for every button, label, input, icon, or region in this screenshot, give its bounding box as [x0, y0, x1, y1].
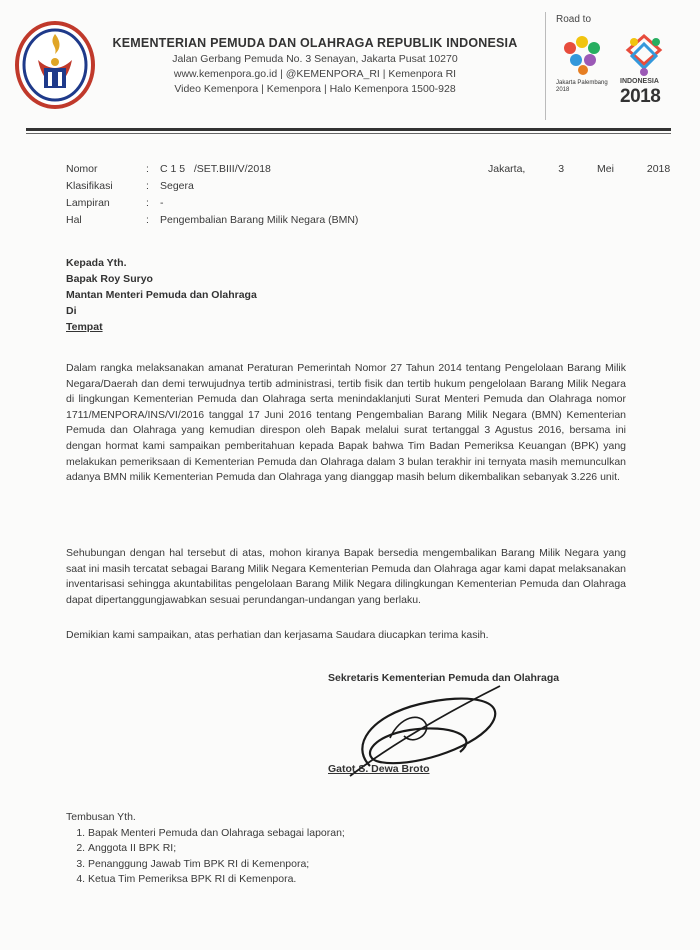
cc-block	[66, 810, 345, 888]
letter-date: Jakarta, 3 Mei 2018	[488, 163, 671, 175]
meta-row-lampiran	[66, 197, 626, 214]
meta-hal-value: Pengembalian Barang Milik Negara (BMN)	[160, 214, 359, 226]
ministry-address: Jalan Gerbang Pemuda No. 3 Senayan, Jakarta Pusat 10270	[172, 53, 458, 65]
ministry-contact-2: Video Kemenpora | Kemenpora | Halo Kemenpora 1500-928	[174, 83, 456, 95]
signature-title: Sekretaris Kementerian Pemuda dan Olahraga	[328, 672, 560, 684]
header-divider	[545, 12, 546, 120]
recipient-block	[66, 255, 257, 335]
meta-row-klasifikasi	[66, 180, 626, 197]
meta-lampiran-value: -	[160, 197, 164, 209]
meta-colon: :	[146, 180, 149, 192]
body-paragraph-3: Demikian kami sampaikan, atas perhatian dan kerjasama Saudara diucapkan terima kasih.	[66, 629, 489, 641]
asian-games-right-year: 2018	[620, 86, 661, 107]
meta-colon: :	[146, 197, 149, 209]
recipient-line-5: Tempat	[66, 321, 103, 333]
meta-klasifikasi-value: Segera	[160, 180, 194, 192]
cc-list	[66, 826, 345, 888]
road-to-label: Road to	[556, 14, 592, 25]
meta-klasifikasi-label: Klasifikasi	[66, 180, 113, 192]
cc-heading: Tembusan Yth.	[66, 811, 136, 823]
meta-lampiran-label: Lampiran	[66, 197, 110, 209]
meta-nomor-label: Nomor	[66, 163, 98, 175]
cc-item: 4. Ketua Tim Pemeriksa BPK RI di Kemenpora.	[88, 872, 345, 888]
asian-games-right-country: INDONESIA	[620, 78, 659, 85]
recipient-line-2: Bapak Roy Suryo	[66, 273, 153, 285]
meta-colon: :	[146, 163, 149, 175]
ministry-name: KEMENTERIAN PEMUDA DAN OLAHRAGA REPUBLIK INDONESIA	[112, 36, 518, 50]
signature-name: Gatot S. Dewa Broto	[328, 763, 430, 775]
recipient-line-4: Di	[66, 305, 77, 317]
asian-games-left-text: Jakarta Palembang 2018	[556, 80, 608, 93]
meta-colon: :	[146, 214, 149, 226]
ministry-contact-1: www.kemenpora.go.id | @KEMENPORA_RI | Kemenpora RI	[173, 68, 457, 80]
meta-nomor-value: C 1 5 /SET.BIII/V/2018	[160, 163, 271, 175]
recipient-line-3: Mantan Menteri Pemuda dan Olahraga	[66, 289, 257, 301]
kemenpora-logo-icon	[14, 20, 96, 110]
body-paragraph-2: Sehubungan dengan hal tersebut di atas, mohon kiranya Bapak bersedia mengembalikan Barang Milik Negara yang saat ini masih tercatat sebagai Barang Milik Negara Kementerian Pemuda dan Olahraga agar kami dapat melaksanakan inventarisasi sehingga akuntabilitas pengelolaan Barang Milik Negara dilingkungan Kementerian Pemuda dan Olahraga dapat dipertanggungjawabkan sesuai perundangan-undangan yang berlaku.	[66, 547, 626, 606]
cc-item: 2. Anggota II BPK RI;	[88, 841, 345, 857]
meta-row-hal	[66, 214, 626, 231]
meta-hal-label: Hal	[66, 214, 82, 226]
asian-games-mascot-icon	[556, 30, 606, 112]
body-paragraph-1: Dalam rangka melaksanakan amanat Peraturan Pemerintah Nomor 27 Tahun 2014 tentang Pengelolaan Barang Milik Negara/Daerah dan demi terwujudnya tertib administrasi, tertib fisik dan tertib hukum pengelolaan Barang Milik Negara di lingkungan Kementerian Pemuda dan Olahraga serta menindaklanjuti Surat Menteri Pemuda dan Olahraga nomor 1711/MENPORA/INS/VI/2016 tanggal 17 Juni 2016 tentang Pengembalian Barang Milik Negara (BMN) Kementerian Pemuda dan Olahraga yang kemudian direspon oleh Bapak melalui surat tertanggal 3 Agustus 2016, bersama ini dengan hormat kami sampaikan pemberitahuan kepada Bapak bahwa Tim Badan Pemeriksa Keuangan (BPK) yang melakukan pemeriksaan di Kementerian Pemuda dan Olahraga dalam 3 bulan terakhir ini ternyata masih memunculkan adanya BMN milik Kementerian Pemuda dan Olahraga yang dianggap masih belum dikembalikan sebanyak 3.226 unit.	[66, 362, 626, 484]
cc-item: 1. Bapak Menteri Pemuda dan Olahraga sebagai laporan;	[88, 826, 345, 842]
cc-item: 3. Penanggung Jawab Tim BPK RI di Kemenpora;	[88, 857, 345, 873]
recipient-line-1: Kepada Yth.	[66, 257, 127, 269]
header-rule-thick	[26, 128, 671, 131]
ministry-info	[100, 36, 530, 95]
letterhead	[0, 0, 700, 130]
header-rule-thin	[26, 133, 671, 134]
